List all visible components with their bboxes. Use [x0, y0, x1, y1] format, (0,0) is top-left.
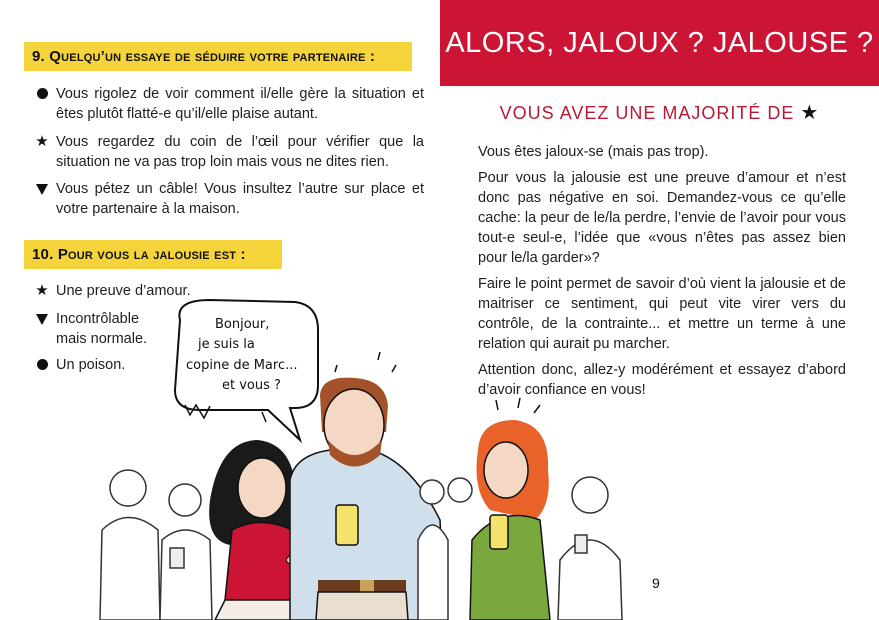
star-icon [34, 132, 50, 152]
q10-option-triangle-text-line1: Incontrôlable [56, 311, 140, 327]
result-title-band [440, 0, 879, 86]
majority-text: VOUS AVEZ UNE MAJORITÉ DE [499, 103, 795, 123]
result-paragraph-3: Faire le point permet de savoir d’où vient la jalousie et de maitriser ce sentiment, qui peut vite virer vers du contrôle, de la contrainte... et mettre un terme à une relation qui aurait pu marcher. [478, 276, 846, 352]
surprise-marks [335, 352, 396, 372]
page-number: 9 [652, 575, 660, 591]
q9-option-triangle[interactable] [34, 179, 424, 219]
bubble-line-1: Bonjour, [215, 317, 270, 332]
q9-option-star[interactable] [34, 132, 424, 172]
q9-option-star-text: Vous regardez du coin de l’œil pour vérifier que la situation ne va pas trop loin mais vous ne dites rien. [56, 134, 424, 170]
star-icon: ★ [800, 102, 820, 124]
q10-option-circle-text: Un poison. [56, 357, 126, 373]
bubble-line-2: je suis la [198, 337, 255, 352]
q9-option-triangle-text: Vous pétez un câble! Vous insultez l’autre sur place et votre partenaire à la maison. [56, 181, 424, 217]
triangle-icon [34, 179, 50, 201]
result-paragraph-1: Vous êtes jaloux-se (mais pas trop). [478, 144, 709, 160]
result-title: ALORS, JALOUX ? JALOUSE ? [445, 26, 874, 59]
bubble-line-3: copine de Marc... [186, 358, 298, 373]
background-people-left [100, 470, 212, 620]
bubble-line-4: et vous ? [222, 378, 281, 393]
result-paragraph-4: Attention donc, allez-y modérément et essayez d’abord d’avoir confiance en vous! [478, 362, 846, 398]
q9-option-circle[interactable] [34, 84, 424, 124]
q10-option-star-text: Une preuve d’amour. [56, 283, 191, 299]
red-haired-woman [470, 398, 550, 620]
party-illustration [0, 290, 879, 620]
question-9-title: 9. Quelqu’un essaye de séduire votre partenaire : [24, 42, 412, 71]
majority-heading [440, 100, 879, 125]
result-paragraph-2: Pour vous la jalousie est une preuve d’amour et n’est donc pas négative en soi. Demandez-vous ce qu’elle cache: la peur de le/la perdre, l’envie de l’avoir pour vous tout-e seul-e, l’idée que «vous n’êtes pas assez bien pour le/la garder»? [478, 170, 846, 266]
q10-option-triangle-text-line2: mais normale. [56, 331, 148, 347]
circle-icon [34, 84, 50, 105]
question-10-title: 10. Pour vous la jalousie est : [24, 240, 282, 269]
q9-option-circle-text: Vous rigolez de voir comment il/elle gère la situation et êtes plutôt flatté-e qu’il/elle plaise autant. [56, 86, 424, 122]
